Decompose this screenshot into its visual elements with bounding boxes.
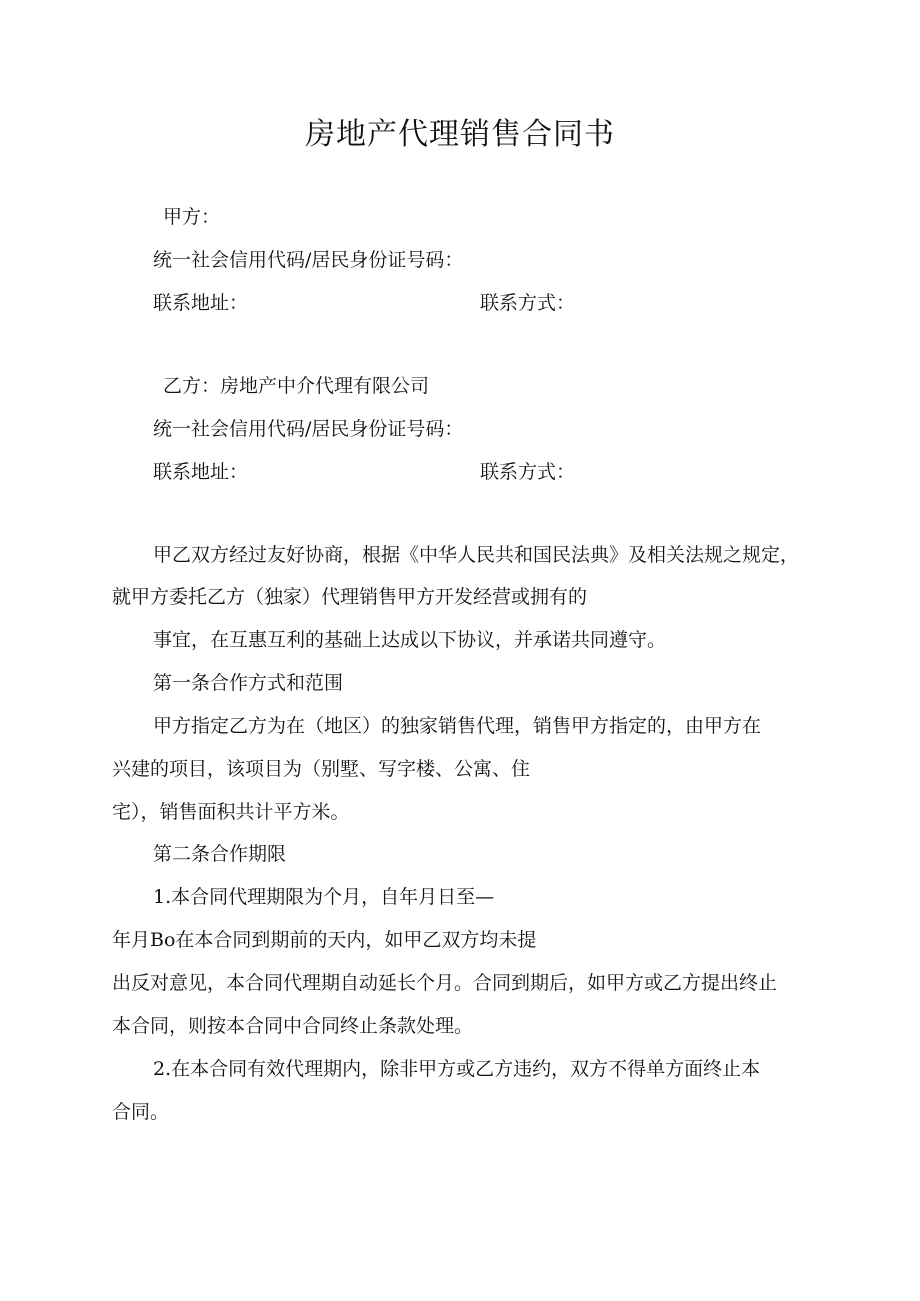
body-line: 兴建的项目，该项目为（别墅、写字楼、公寓、住	[112, 758, 531, 780]
body-line: 合同。	[112, 1101, 170, 1123]
body-line: 甲方指定乙方为在（地区）的独家销售代理，销售甲方指定的，由甲方在	[153, 715, 762, 737]
body-line: 事宜，在互惠互利的基础上达成以下协议，并承诺共同遵守。	[153, 629, 667, 651]
party-a-label: 甲方：	[163, 206, 221, 228]
document-title: 房地产代理销售合同书	[305, 117, 615, 152]
party-a-contact: 联系方式：	[480, 292, 576, 314]
article-heading: 第一条合作方式和范围	[153, 672, 344, 694]
body-line: 2.在本合同有效代理期内，除非甲方或乙方违约，双方不得单方面终止本	[153, 1058, 761, 1080]
party-b-contact: 联系方式：	[480, 461, 576, 483]
body-line: 出反对意见，本合同代理期自动延长个月。合同到期后，如甲方或乙方提出终止	[112, 972, 778, 994]
party-b-label: 乙方：房地产中介代理有限公司	[163, 375, 430, 397]
party-a-credit-code: 统一社会信用代码/居民身份证号码：	[153, 249, 464, 271]
body-line: 1.本合同代理期限为个月，自年月日至—	[153, 886, 495, 908]
body-line: 本合同，则按本合同中合同终止条款处理。	[112, 1015, 474, 1037]
body-line: 年月Bo在本合同到期前的天内，如甲乙双方均未提	[112, 929, 537, 951]
article-heading: 第二条合作期限	[153, 843, 287, 865]
party-b-credit-code: 统一社会信用代码/居民身份证号码：	[153, 418, 464, 440]
body-line: 宅），销售面积共计平方米。	[112, 801, 350, 823]
party-b-address: 联系地址：	[153, 461, 249, 483]
party-a-address: 联系地址：	[153, 292, 249, 314]
body-line: 甲乙双方经过友好协商，根据《中华人民共和国民法典》及相关法规之规定，	[153, 544, 800, 566]
body-line: 就甲方委托乙方（独家）代理销售甲方开发经营或拥有的	[112, 586, 588, 608]
